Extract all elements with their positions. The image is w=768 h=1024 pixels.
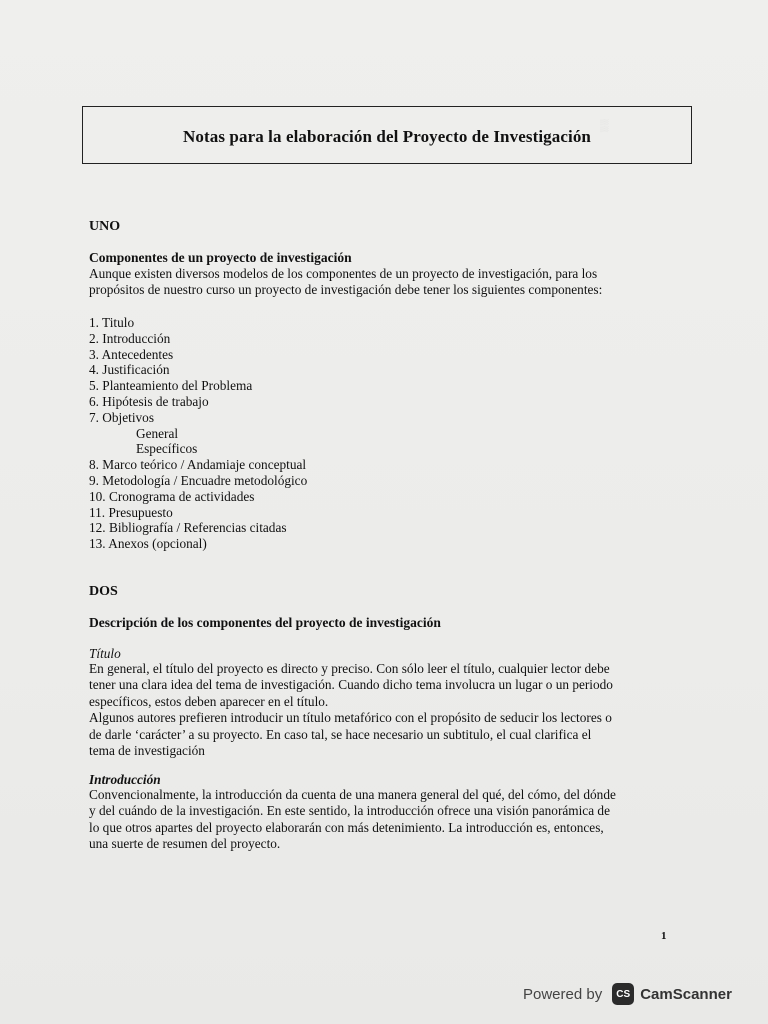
paragraph-line: Algunos autores prefieren introducir un título metafórico con el propósito de seducir los lectores o — [89, 710, 612, 726]
paragraph-line: de darle ‘carácter’ a su proyecto. En caso tal, se hace necesario un subtitulo, el cual clarifica el — [89, 726, 592, 742]
list-item: 2. Introducción — [89, 330, 171, 346]
paragraph-line: específicos, estos deben aparecer en el título. — [89, 693, 329, 709]
document-title: Notas para la elaboración del Proyecto de Investigación — [183, 127, 591, 146]
list-item: 12. Bibliografía / Referencias citadas — [89, 520, 287, 536]
list-item: 1. Titulo — [89, 315, 135, 330]
list-item: 13. Anexos (opcional) — [89, 536, 207, 552]
introduccion-paragraph — [89, 787, 677, 853]
list-item: 6. Hipótesis de trabajo — [89, 393, 209, 409]
paragraph-line: y del cuándo de la investigación. En este sentido, la introducción ofrece una visión panorámica de — [89, 803, 610, 819]
list-item: 3. Antecedentes — [89, 346, 174, 362]
intro-line: propósitos de nuestro curso un proyecto de investigación debe tener los siguientes componentes: — [89, 282, 603, 298]
title-box — [82, 106, 692, 164]
bleed-through-texture: ▒ — [600, 118, 609, 132]
paragraph-line: En general, el título del proyecto es directo y preciso. Con sólo leer el título, cualquier lector debe — [89, 661, 610, 676]
camscanner-watermark — [523, 983, 732, 1005]
camscanner-logo-icon: CS — [612, 983, 634, 1005]
intro-line: Aunque existen diversos modelos de los componentes de un proyecto de investigación, para los — [89, 266, 598, 281]
titulo-paragraph — [89, 661, 677, 759]
components-list — [89, 315, 307, 552]
section-dos-heading: DOS — [89, 584, 118, 599]
list-item: 11. Presupuesto — [89, 504, 173, 520]
titulo-label: Título — [89, 646, 121, 661]
paragraph-line: tener una clara idea del tema de investigación. Cuando dicho tema involucra un lugar o un periodo — [89, 677, 613, 693]
section-uno-subheading: Componentes de un proyecto de investigación — [89, 250, 352, 265]
paragraph-line: Convencionalmente, la introducción da cuenta de una manera general del qué, del cómo, del dónde — [89, 787, 616, 802]
list-item: 5. Planteamiento del Problema — [89, 378, 253, 394]
paragraph-line: una suerte de resumen del proyecto. — [89, 836, 281, 852]
camscanner-brand: CamScanner — [640, 985, 732, 1003]
list-subitem: Específicos — [136, 441, 198, 457]
list-item: 8. Marco teórico / Andamiaje conceptual — [89, 457, 307, 473]
list-item: 9. Metodología / Encuadre metodológico — [89, 472, 308, 488]
list-item: 7. Objetivos — [89, 409, 155, 425]
introduccion-label: Introducción — [89, 772, 161, 787]
list-item: 10. Cronograma de actividades — [89, 488, 255, 504]
list-subitem: General — [136, 425, 179, 441]
section-dos-subheading: Descripción de los componentes del proyecto de investigación — [89, 615, 441, 630]
section-uno-intro — [89, 266, 677, 299]
powered-by-text: Powered by — [523, 985, 603, 1003]
paragraph-line: tema de investigación — [89, 743, 205, 759]
section-uno-heading: UNO — [89, 219, 121, 234]
paragraph-line: lo que otros apartes del proyecto elaborarán con más detenimiento. La introducción es, entonces, — [89, 819, 604, 835]
list-item: 4. Justificación — [89, 362, 170, 378]
page-number: 1 — [661, 930, 667, 942]
